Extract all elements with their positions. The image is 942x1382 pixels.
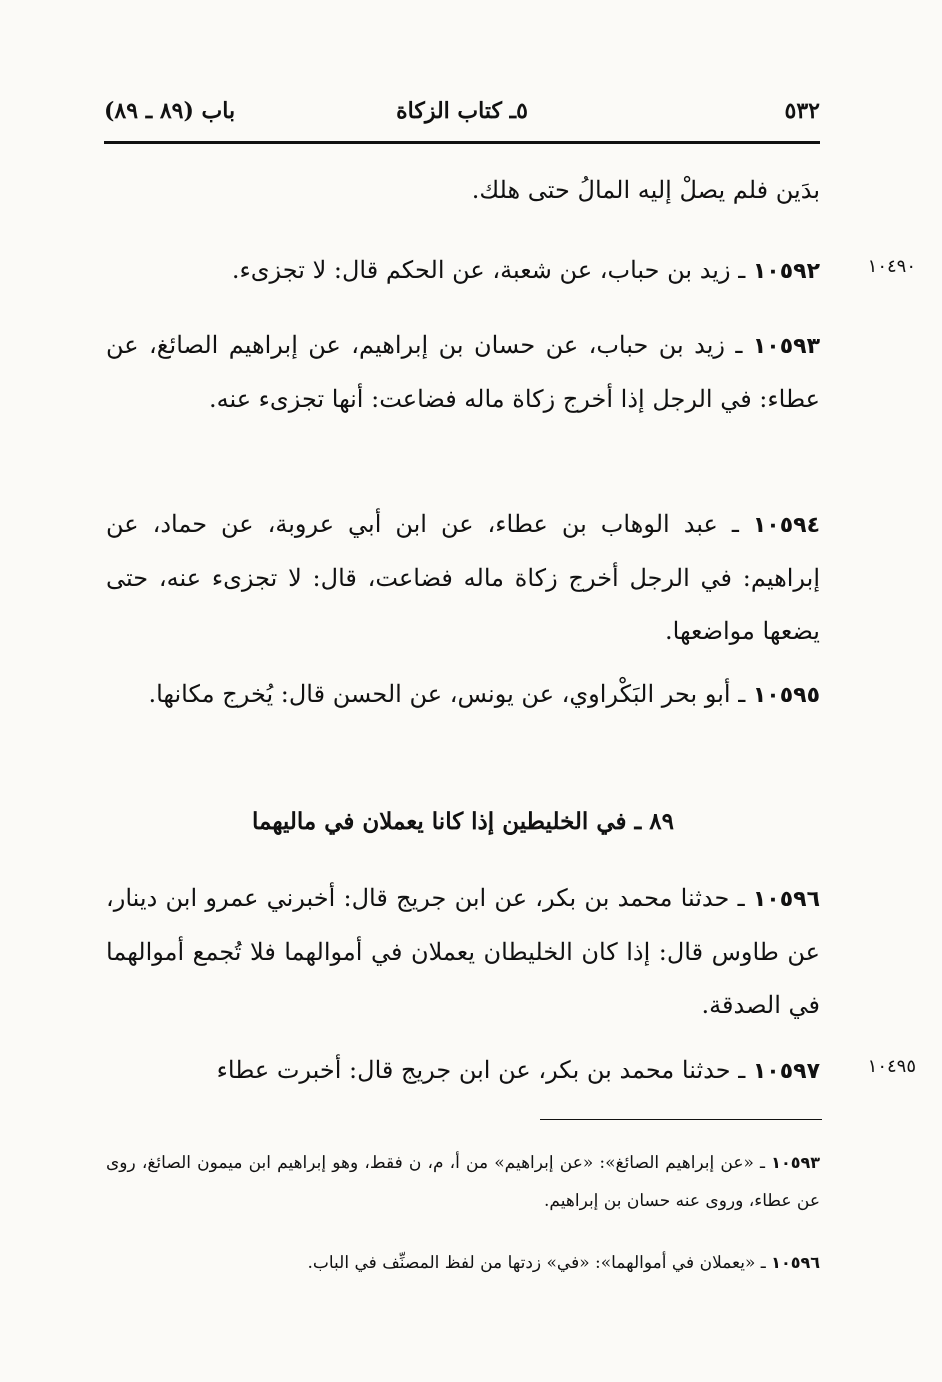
hadith-10596	[106, 872, 820, 1032]
hadith-number: ١٠٥٩٢	[752, 259, 820, 284]
hadith-text: ـ حدثنا محمد بن بكر، عن ابن جريج قال: أخبرت عطاء	[216, 1056, 753, 1084]
footnote-text: ـ «يعملان في أموالهما»: «في» زدتها من لفظ المصنِّف في الباب.	[307, 1253, 772, 1273]
hadith-text: ـ حدثنا محمد بن بكر، عن ابن جريج قال: أخبرني عمرو ابن دينار، عن طاوس قال: إذا كان الخليطان يعملان في أموالهما فلا تُجمع أموالهما في الصدقة.	[106, 884, 820, 1019]
section-heading: ٨٩ ـ في الخليطين إذا كانا يعملان في ماليهما	[252, 808, 674, 835]
hadith-number: ١٠٥٩٣	[752, 334, 820, 359]
hadith-10597	[106, 1044, 820, 1098]
footnote-10596	[106, 1244, 820, 1282]
hadith-10593	[106, 319, 820, 426]
hadith-text: ـ أبو بحر البَكْراوي، عن يونس، عن الحسن قال: يُخرج مكانها.	[148, 680, 753, 708]
hadith-text: ـ زيد بن حباب، عن شعبة، عن الحكم قال: لا تجزىء.	[231, 256, 753, 284]
continuation-text: بدَين فلم يصلْ إليه المالُ حتى هلك.	[471, 176, 820, 204]
hadith-10592	[106, 244, 820, 298]
page-number: ٥٣٢	[784, 98, 820, 124]
page-header	[104, 92, 820, 136]
hadith-number: ١٠٥٩٧	[752, 1059, 820, 1084]
footnote-rule	[540, 1119, 822, 1120]
hadith-10595	[106, 668, 820, 722]
header-rule	[104, 141, 820, 144]
book-title: ٥ـ كتاب الزكاة	[396, 98, 528, 124]
footnote-number: ١٠٥٩٦	[771, 1253, 820, 1272]
chapter-range: باب (٨٩ ـ ٨٩)	[104, 98, 236, 124]
hadith-text: ـ زيد بن حباب، عن حسان بن إبراهيم، عن إبراهيم الصائغ، عن عطاء: في الرجل إذا أخرج زكاة ماله فضاعت: أنها تجزىء عنه.	[106, 331, 820, 413]
hadith-number: ١٠٥٩٤	[752, 513, 820, 538]
hadith-number: ١٠٥٩٦	[752, 887, 820, 912]
footnote-10593	[106, 1144, 820, 1220]
hadith-10594	[106, 498, 820, 658]
margin-ref: ١٠٤٩٥	[867, 1056, 916, 1077]
hadith-number: ١٠٥٩٥	[752, 683, 820, 708]
margin-ref: ١٠٤٩٠	[867, 256, 916, 277]
footnote-text: ـ «عن إبراهيم الصائغ»: «عن إبراهيم» من أ، م، ن فقط، وهو إبراهيم ابن ميمون الصائغ، روى عن عطاء، وروى عنه حسان بن إبراهيم.	[106, 1153, 820, 1211]
footnote-number: ١٠٥٩٣	[771, 1153, 820, 1172]
hadith-text: ـ عبد الوهاب بن عطاء، عن ابن أبي عروبة، عن حماد، عن إبراهيم: في الرجل أخرج زكاة ماله فضاعت، قال: لا تجزىء عنه، حتى يضعها مواضعها.	[106, 510, 820, 645]
